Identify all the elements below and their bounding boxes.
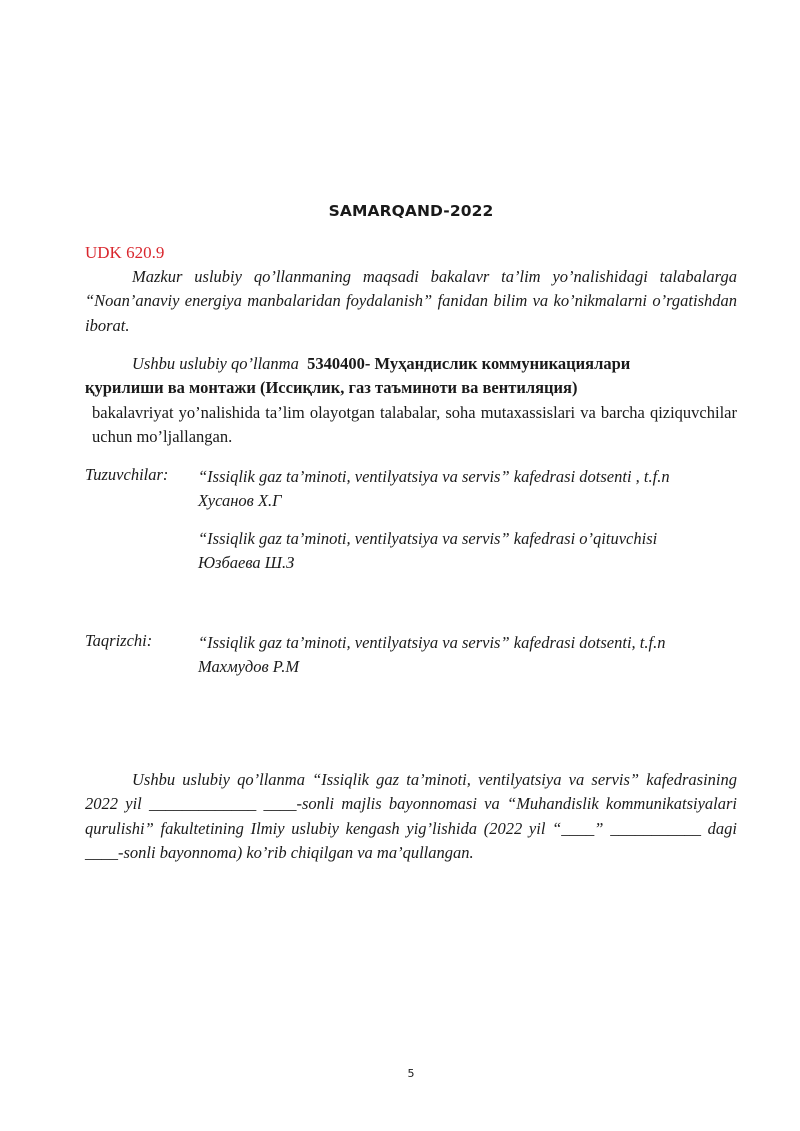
intro-text: Mazkur uslubiy qo’llanmaning maqsadi bakalavr ta’lim yo’nalishidagi talabalarga “Noan’anaviy energiya manbalaridan foydalanish” fanidan bilim va ko’nikmalarni o’rgatishdan iborat.	[85, 267, 737, 335]
reviewer-label: Taqrizchi:	[85, 631, 153, 650]
specialty-line-1: 5340400- Муҳандислик коммуникациялари	[307, 354, 631, 373]
reviewer-name: Махмудов Р.М	[198, 657, 300, 677]
author-name: Юзбаева Ш.З	[198, 553, 295, 573]
approval-text: Ushbu uslubiy qo’llanma “Issiqlik gaz ta’minoti, ventilyatsiya va servis” kafedrasining 2022 yil _____________ ____-sonli majlis bayonnomasi va “Muhandislik kommunikatsiyalari qurulishi” fakultetining Ilmiy uslubiy kengash yig’lishida (2022 yil “____” ___________ dagi ____-sonli bayonnoma) ko’rib chiqilgan va ma’qullangan.	[85, 770, 737, 862]
purpose-lead: Ushbu uslubiy qo’llanma	[132, 354, 299, 373]
city-year-heading: SAMARQAND-2022	[328, 202, 494, 220]
authors-label: Tuzuvchilar:	[85, 465, 169, 484]
author-entry	[198, 527, 743, 576]
udk-code: UDK 620.9	[85, 243, 165, 262]
specialty-line-2: қурилиши ва монтажи (Иссиқлик, газ таъминоти ва вентиляция)	[85, 378, 578, 398]
intro-paragraph	[85, 265, 737, 338]
author-position: “Issiqlik gaz ta’minoti, ventilyatsiya va servis” kafedrasi o’qituvchisi	[198, 529, 658, 548]
purpose-paragraph	[85, 352, 737, 449]
author-entry	[198, 465, 743, 514]
approval-paragraph	[85, 768, 737, 865]
page-number: 5	[407, 1067, 415, 1080]
reviewer-entry	[198, 631, 743, 680]
author-name: Хусанов Х.Г	[198, 491, 282, 511]
author-position: “Issiqlik gaz ta’minoti, ventilyatsiya va servis” kafedrasi dotsenti , t.f.n	[198, 467, 670, 486]
reviewer-position: “Issiqlik gaz ta’minoti, ventilyatsiya va servis” kafedrasi dotsenti, t.f.n	[198, 633, 666, 652]
purpose-rest: bakalavriyat yo’nalishida ta’lim olayotgan talabalar, soha mutaxassislari va barcha qiziquvchilar uchun mo’ljallangan.	[92, 402, 737, 446]
